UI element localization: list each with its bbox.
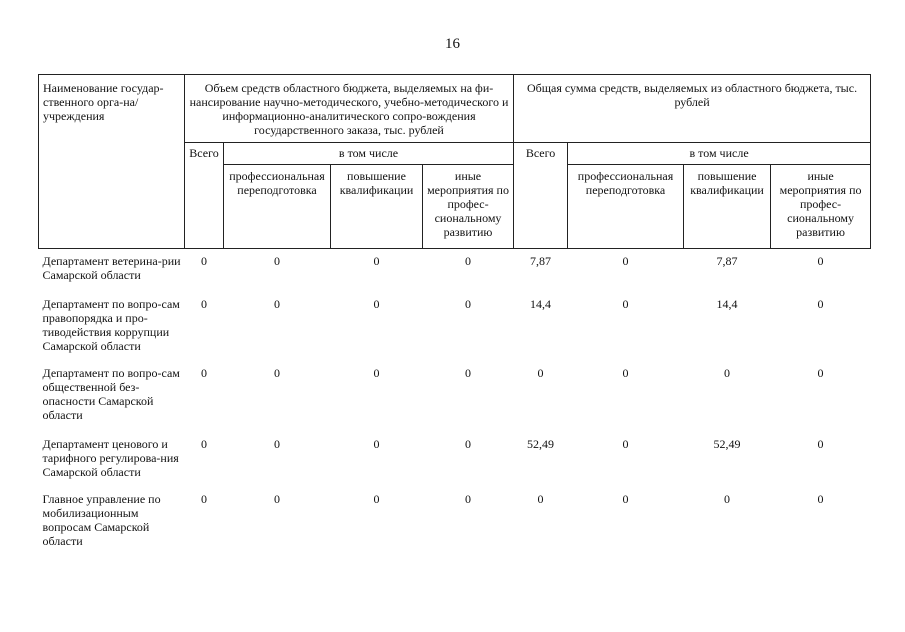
cell-value: 0 xyxy=(724,366,731,380)
row-name: Департамент ценового и тарифного регулирова-ния Самарской области xyxy=(42,437,179,479)
cell-value: 0 xyxy=(465,492,472,506)
cell-value: 7,87 xyxy=(530,254,552,268)
header-group-methodological: Объем средств областного бюджета, выделяемых на фи-нансирование научно-методического, учебно-методического и информационно-аналитического сопро-вождения государственного заказа, тыс. рублей xyxy=(185,75,514,143)
table-row xyxy=(39,292,871,361)
cell-value: 0 xyxy=(274,492,280,506)
cell-value: 0 xyxy=(622,297,629,311)
cell-value: 52,49 xyxy=(527,437,555,451)
cell-value: 0 xyxy=(274,297,280,311)
cell-value: 0 xyxy=(373,254,380,268)
table-row xyxy=(39,487,871,554)
cell-value: 7,87 xyxy=(716,254,738,268)
cell-value: 52,49 xyxy=(713,437,741,451)
header-total-1: Всего xyxy=(185,143,224,249)
cell-value: 0 xyxy=(817,437,824,451)
cell-value: 0 xyxy=(274,254,280,268)
cell-value: 0 xyxy=(817,366,824,380)
cell-value: 0 xyxy=(724,492,731,506)
cell-value: 0 xyxy=(373,437,380,451)
cell-value: 0 xyxy=(817,297,824,311)
header-qualification-1: повышение квалификации xyxy=(331,165,423,249)
cell-value: 0 xyxy=(373,366,380,380)
row-name: Департамент по вопро-сам общественной без-опасности Самарской области xyxy=(42,366,180,422)
cell-value: 0 xyxy=(817,492,824,506)
table-body xyxy=(39,249,871,555)
table-row xyxy=(39,361,871,432)
cell-value: 0 xyxy=(537,492,544,506)
header-total-2: Всего xyxy=(514,143,568,249)
cell-value: 0 xyxy=(201,254,207,268)
header-including-2: в том числе xyxy=(568,143,871,165)
page-number: 16 xyxy=(445,36,460,52)
row-name: Главное управление по мобилизационным вопросам Самарской области xyxy=(42,492,161,548)
cell-value: 0 xyxy=(622,254,629,268)
cell-value: 0 xyxy=(201,492,207,506)
cell-value: 0 xyxy=(274,437,280,451)
cell-value: 0 xyxy=(201,437,207,451)
header-retraining-1: профессиональная переподготовка xyxy=(224,165,331,249)
header-organization: Наименование государ-ственного орга-на/учреждения xyxy=(39,75,185,249)
header-other-2: иные мероприятия по профес-сиональному развитию xyxy=(771,165,871,249)
cell-value: 0 xyxy=(465,297,472,311)
cell-value: 0 xyxy=(622,366,629,380)
cell-value: 0 xyxy=(274,366,280,380)
cell-value: 0 xyxy=(373,297,380,311)
cell-value: 0 xyxy=(622,437,629,451)
cell-value: 0 xyxy=(465,254,472,268)
cell-value: 14,4 xyxy=(530,297,552,311)
table-row xyxy=(39,249,871,293)
header-group-total-sum: Общая сумма средств, выделяемых из областного бюджета, тыс. рублей xyxy=(514,75,871,143)
cell-value: 0 xyxy=(465,437,472,451)
cell-value: 0 xyxy=(201,297,207,311)
row-name: Департамент по вопро-сам правопорядка и про-тиводействия коррупции Самарской области xyxy=(42,297,180,353)
header-retraining-2: профессиональная переподготовка xyxy=(568,165,684,249)
cell-value: 0 xyxy=(817,254,824,268)
cell-value: 0 xyxy=(622,492,629,506)
cell-value: 0 xyxy=(465,366,472,380)
cell-value: 0 xyxy=(201,366,207,380)
row-name: Департамент ветерина-рии Самарской области xyxy=(42,254,181,282)
header-including-1: в том числе xyxy=(224,143,514,165)
table-row xyxy=(39,432,871,487)
header-other-1: иные мероприятия по профес-сиональному развитию xyxy=(423,165,514,249)
header-qualification-2: повышение квалификации xyxy=(684,165,771,249)
cell-value: 14,4 xyxy=(716,297,738,311)
budget-table xyxy=(38,74,871,554)
cell-value: 0 xyxy=(373,492,380,506)
cell-value: 0 xyxy=(537,366,544,380)
table-header xyxy=(39,75,871,249)
